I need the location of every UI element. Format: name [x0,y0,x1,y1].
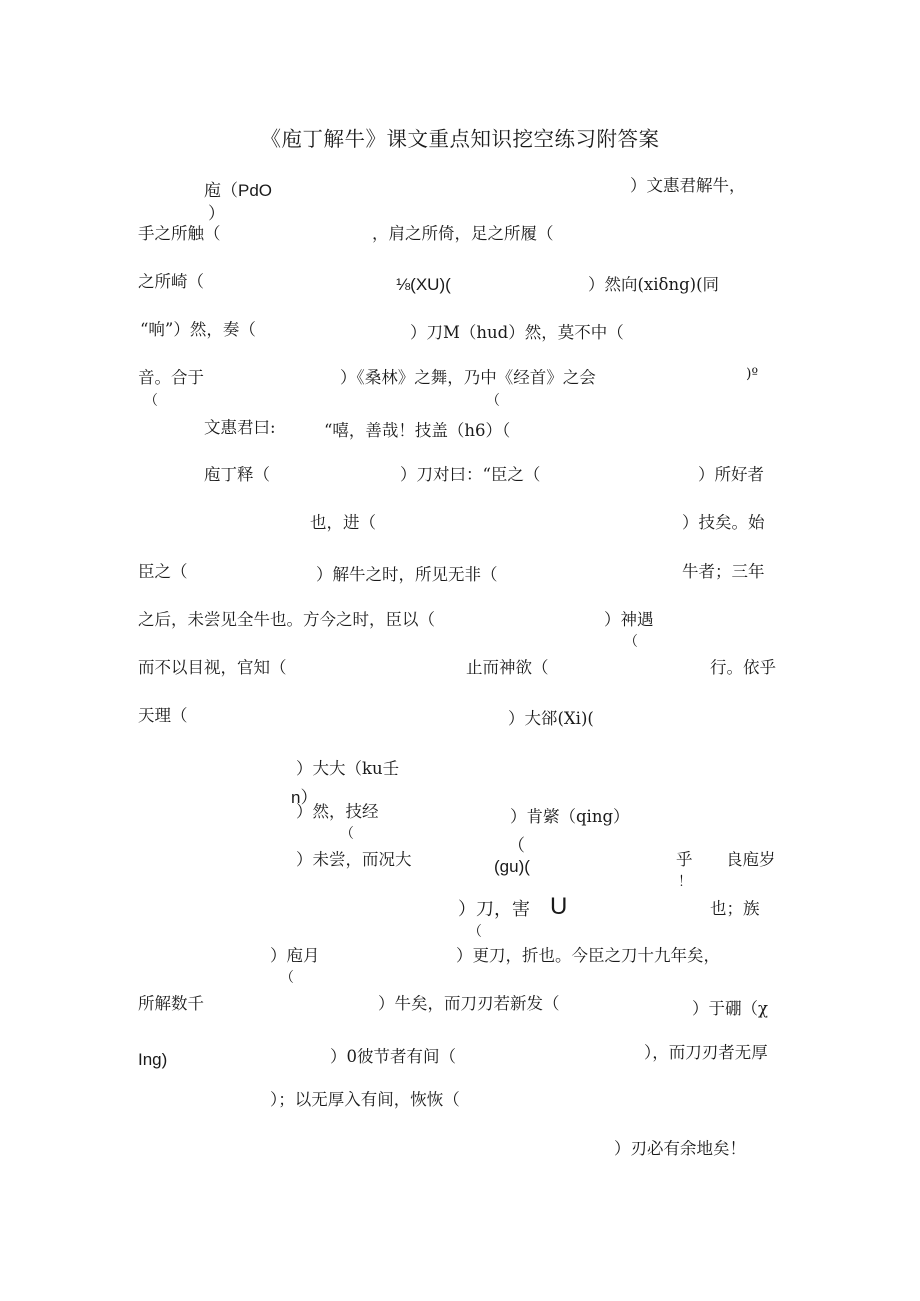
text-fragment: ）技矣。始 [682,513,765,532]
text-fragment: n） [291,788,318,807]
text-fragment: ）庖月 [270,946,320,965]
text-fragment: （ [144,393,158,409]
document-title: 《庖丁解牛》课文重点知识挖空练习附答案 [260,127,660,151]
text-fragment: ）解牛之时，所见无非（ [316,565,498,584]
text-fragment: ）刃必有余地矣！ [614,1139,746,1158]
text-fragment: 牛者；三年 [682,562,765,581]
text-fragment: ！ [678,874,692,890]
text-fragment: ）未尝，而况大 [296,850,412,869]
text-fragment: ）然向(xiδng)(同 [588,275,720,294]
text-fragment: ） [208,204,225,223]
text-fragment: ）《桑林》之舞，乃中《经首》之会 [340,368,596,387]
text-fragment: ）0彼节者有间（ [330,1047,456,1066]
text-fragment: 手之所触（ [138,224,221,243]
text-fragment: ）然，技经 [296,802,379,821]
text-fragment: ）于硼（χ [692,999,768,1018]
text-fragment: （ [624,634,638,650]
text-fragment: ）文惠君解牛， [630,176,746,195]
text-fragment: ）牛矣，而刀刃若新发（ [378,994,560,1013]
text-fragment: 乎 [676,850,693,869]
text-fragment: 臣之（ [138,562,188,581]
text-fragment: “嘻，善哉！技盖（h6）（ [324,421,511,440]
text-fragment: ）肯綮（qing） [510,807,630,826]
text-fragment: 天理（ [138,706,188,725]
text-fragment: 庖丁释（ [204,465,270,484]
text-fragment: U [550,893,568,920]
text-fragment: ）大大（ku壬 [296,759,400,778]
text-fragment: （ [280,970,294,986]
text-fragment: （ [486,393,500,409]
text-fragment: 音。合于 [138,368,204,387]
text-fragment: ）刀，害 [458,899,530,920]
text-fragment: 而不以目视，官知（ [138,658,287,677]
text-fragment: ）所好者 [698,465,764,484]
text-fragment: （ [468,924,482,940]
text-fragment: ）大郤(Xi)( [508,709,594,728]
text-fragment: (gu)( [494,857,530,876]
text-fragment: ⅛(XU)( [396,275,451,294]
text-fragment: 之所崎（ [138,272,204,291]
text-fragment: 良庖岁 [726,850,776,869]
text-fragment: 止而神欲（ [466,658,549,677]
text-fragment: )º [746,366,759,382]
text-fragment: 也；族 [710,899,760,918]
text-fragment: 文惠君曰: [204,418,276,437]
text-fragment: 行。依乎 [710,658,776,677]
text-fragment: （ [508,836,525,855]
text-fragment: 之后，未尝见全牛也。方今之时，臣以（ [138,610,435,629]
text-fragment: （ [340,826,354,842]
text-fragment: 所解数千 [138,994,204,1013]
text-fragment: 也，进（ [310,513,376,532]
text-fragment: ）刀对曰：“臣之（ [400,465,541,484]
text-fragment: “响”）然，奏（ [140,320,256,339]
text-fragment: ）神遇 [604,610,654,629]
text-fragment: ）更刀，折也。今臣之刀十九年矣， [456,946,720,965]
text-fragment: ，肩之所倚，足之所履（ [372,224,554,243]
text-fragment: ），而刀刃者无厚 [644,1043,768,1062]
text-fragment: ）；以无厚入有间，恢恢（ [270,1090,460,1109]
text-fragment: ）刀M（hud）然，莫不中（ [410,323,624,342]
text-fragment: 庖（PdO [204,181,273,200]
text-fragment: Ing) [138,1050,168,1069]
